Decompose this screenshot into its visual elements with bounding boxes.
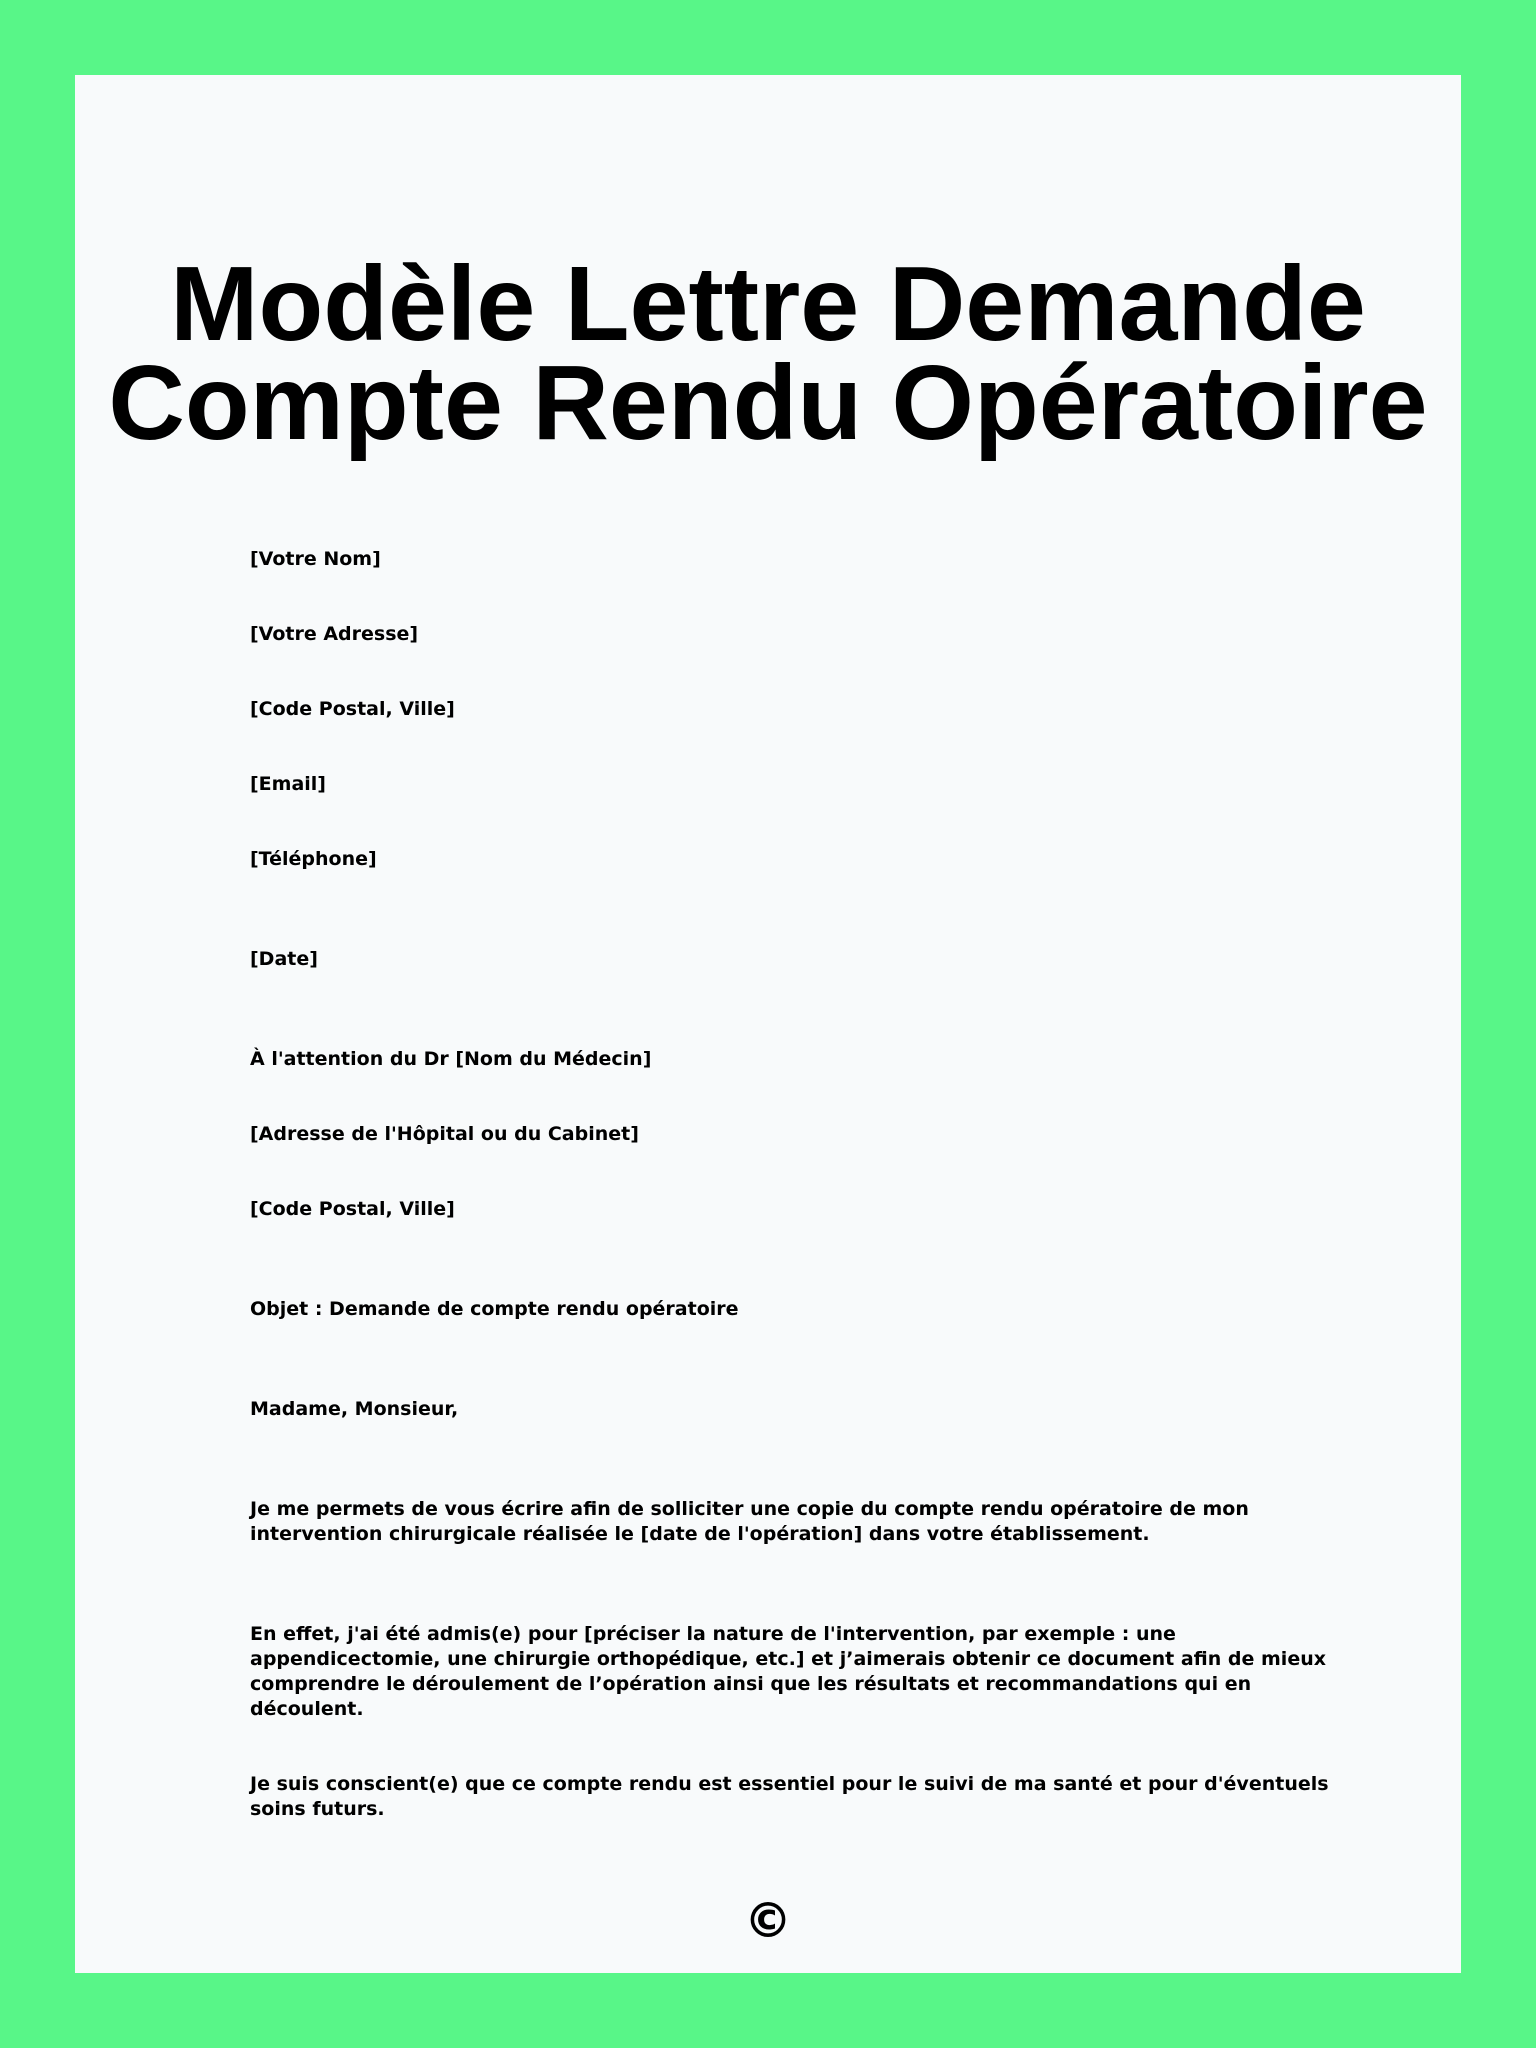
body-paragraph-2: En effet, j'ai été admis(e) pour [préciser la nature de l'intervention, par exemple : une appendicectomie, une chirurgie orthopédique, etc.] et j’aimerais obtenir ce document afin de mieux comprendre le déroulement de l’opération ainsi que les résultats et recommandations qui en découlent. <box>250 1623 1326 1720</box>
body-paragraph-3: Je suis conscient(e) que ce compte rendu est essentiel pour le suivi de ma santé et pour d'éventuels soins futurs. <box>250 1773 1329 1820</box>
letter-date: [Date] <box>250 948 318 970</box>
letter-page <box>75 75 1461 1973</box>
letter-salutation: Madame, Monsieur, <box>250 1398 459 1420</box>
recipient-attention: À l'attention du Dr [Nom du Médecin] <box>250 1048 652 1070</box>
document-title-line-1: Modèle Lettre Demande <box>170 245 1366 363</box>
recipient-postal-city: [Code Postal, Ville] <box>250 1198 455 1220</box>
sender-email: [Email] <box>250 773 326 795</box>
document-title <box>75 245 1461 462</box>
copyright-symbol: © <box>744 1893 792 1949</box>
sender-name: [Votre Nom] <box>250 548 381 570</box>
sender-address: [Votre Adresse] <box>250 623 419 645</box>
sender-phone: [Téléphone] <box>250 848 377 870</box>
body-paragraph-1: Je me permets de vous écrire afin de solliciter une copie du compte rendu opératoire de mon intervention chirurgicale réalisée le [date de l'opération] dans votre établissement. <box>250 1498 1249 1545</box>
recipient-address: [Adresse de l'Hôpital ou du Cabinet] <box>250 1123 639 1145</box>
letter-subject: Objet : Demande de compte rendu opératoire <box>250 1298 739 1320</box>
document-title-line-2: Compte Rendu Opératoire <box>108 344 1428 462</box>
sender-postal-city: [Code Postal, Ville] <box>250 698 455 720</box>
